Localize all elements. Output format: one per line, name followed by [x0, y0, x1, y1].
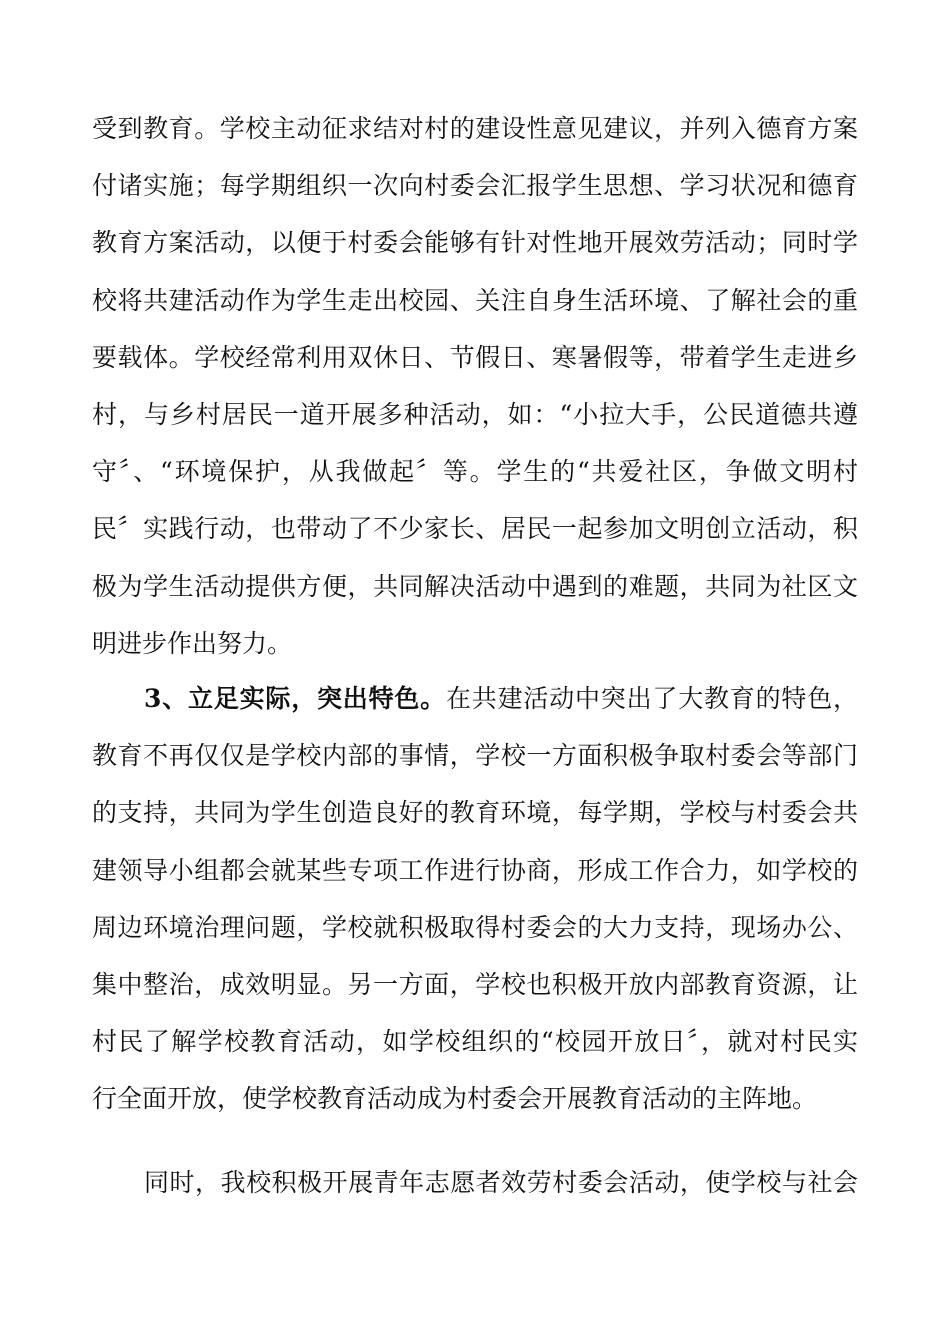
text-line: 极为学生活动提供方便，共同解决活动中遇到的难题，共同为社区文: [92, 571, 858, 601]
section-first-line: [92, 670, 858, 727]
paragraph-section-3: [92, 670, 858, 1128]
text-line: 村，与乡村居民一道开展多种活动，如：“小拉大手，公民道德共遵: [92, 399, 858, 429]
paragraph-community-activities: [92, 100, 858, 672]
text-line: 行全面开放，使学校教育活动成为村委会开展教育活动的主阵地。: [92, 1084, 818, 1114]
text-line: 的支持，共同为学生创造良好的教育环境，每学期，学校与村委会共: [92, 798, 858, 828]
text-line: 付诸实施；每学期组织一次向村委会汇报学生思想、学习状况和德育: [92, 171, 858, 201]
text-line: 受到教育。学校主动征求结对村的建设性意见建议，并列入德育方案: [92, 114, 858, 143]
text-line: 校将共建活动作为学生走出校园、关注自身生活环境、了解社会的重: [92, 285, 858, 315]
text-line: 守〞、“环境保护，从我做起〞等。学生的“共爱社区，争做文明村: [92, 457, 858, 487]
text-line: 教育不再仅仅是学校内部的事情，学校一方面积极争取村委会等部门: [92, 741, 858, 771]
text-line: 集中整治，成效明显。另一方面，学校也积极开放内部教育资源，让: [92, 969, 858, 999]
text-line: 要载体。学校经常利用双休日、节假日、寒暑假等，带着学生走进乡: [92, 342, 858, 372]
text-line: 教育方案活动，以便于村委会能够有针对性地开展效劳活动；同时学: [92, 228, 858, 258]
section-first-line-text: 在共建活动中突出了大教育的特色，: [446, 684, 858, 713]
section-heading: 3、立足实际，突出特色。: [144, 684, 446, 713]
text-line: 建领导小组都会就某些专项工作进行协商，形成工作合力，如学校的: [92, 855, 858, 885]
text-line: 明进步作出努力。: [92, 628, 293, 658]
text-line: 同时，我校积极开展青年志愿者效劳村委会活动，使学校与社会: [144, 1168, 858, 1197]
text-line: 村民了解学校教育活动，如学校组织的“校园开放日〞，就对村民实: [92, 1027, 858, 1057]
text-line: 周边环境治理问题，学校就积极取得村委会的大力支持，现场办公、: [92, 912, 858, 942]
text-line: 民〞实践行动，也带动了不少家长、居民一起参加文明创立活动，积: [92, 514, 858, 544]
paragraph-volunteers: [92, 1154, 858, 1211]
